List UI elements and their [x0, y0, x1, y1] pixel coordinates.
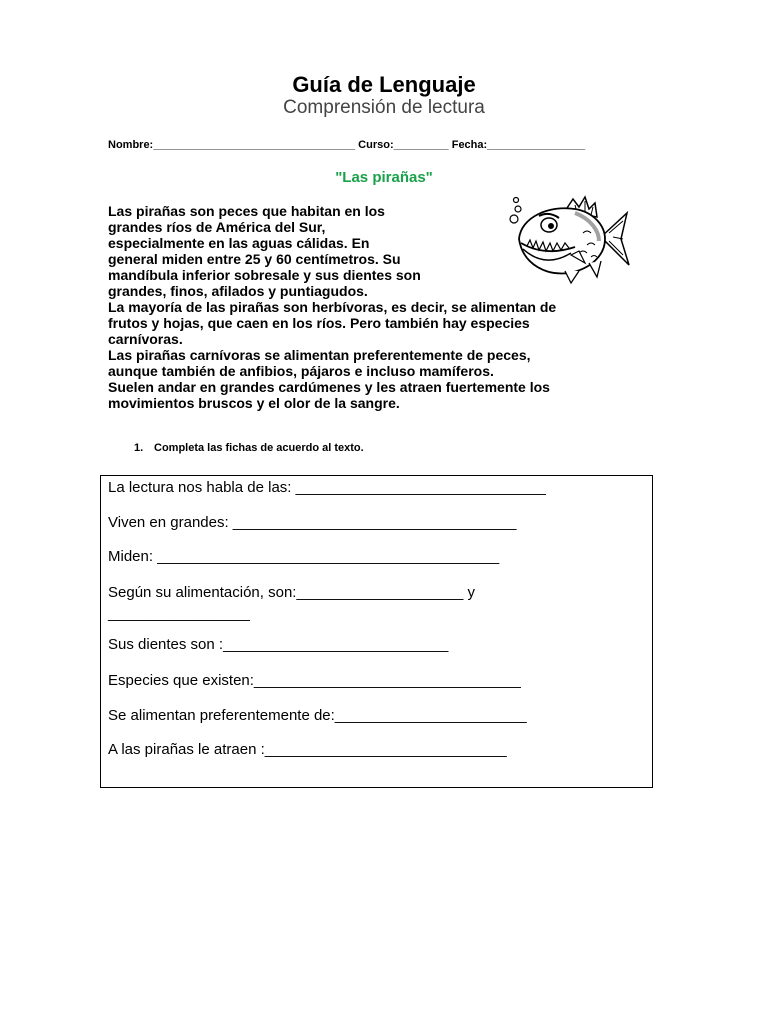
page-title: Guía de Lenguaje: [292, 72, 476, 97]
page-subtitle: Comprensión de lectura: [283, 97, 485, 118]
story-title: "Las pirañas": [335, 169, 433, 186]
worksheet-box: [100, 475, 653, 788]
field-species: Especies que existen:________________________________: [108, 672, 521, 689]
field-preferred-food: Se alimentan preferentemente de:_______________________: [108, 707, 527, 724]
story-line: Las pirañas carnívoras se alimentan preferentemente de peces,: [108, 347, 531, 363]
story-line: Las pirañas son peces que habitan en los: [108, 203, 385, 219]
story-line: grandes, finos, afilados y puntiagudos.: [108, 283, 368, 299]
story-line: aunque también de anfibios, pájaros e incluso mamíferos.: [108, 363, 494, 379]
field-attracted-by: A las pirañas le atraen :_____________________________: [108, 741, 507, 758]
student-info-fields: Nombre:_________________________________ Curso:_________ Fecha:________________: [108, 139, 586, 151]
field-diet-types: Según su alimentación, son:____________________ y: [108, 584, 475, 601]
story-line: carnívoras.: [108, 331, 183, 347]
field-topic: La lectura nos habla de las: ______________________________: [108, 479, 546, 496]
field-teeth: Sus dientes son :___________________________: [108, 636, 449, 653]
field-habitat: Viven en grandes: __________________________________: [108, 514, 517, 531]
field-diet-types-continued: _________________: [108, 605, 250, 622]
story-line: Suelen andar en grandes cardúmenes y les atraen fuertemente los: [108, 379, 550, 395]
question-1: [134, 442, 364, 454]
question-number: 1.: [134, 442, 144, 454]
story-line: mandíbula inferior sobresale y sus dientes son: [108, 267, 421, 283]
story-line: movimientos bruscos y el olor de la sangre.: [108, 395, 400, 411]
story-line: La mayoría de las pirañas son herbívoras, es decir, se alimentan de: [108, 299, 557, 315]
piranha-cartoon-icon: [505, 193, 635, 285]
story-line: grandes ríos de América del Sur,: [108, 219, 326, 235]
question-text: Completa las fichas de acuerdo al texto.: [154, 442, 364, 454]
story-line: general miden entre 25 y 60 centímetros. Su: [108, 251, 401, 267]
story-line: especialmente en las aguas cálidas. En: [108, 235, 370, 251]
field-size: Miden: _________________________________________: [108, 548, 500, 565]
story-line: frutos y hojas, que caen en los ríos. Pero también hay especies: [108, 315, 530, 331]
